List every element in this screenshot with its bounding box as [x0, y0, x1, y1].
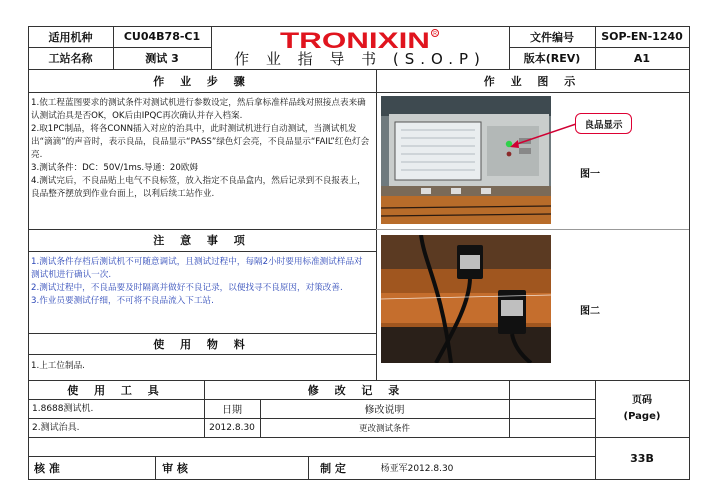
materials-heading: 使 用 物 料 [153, 337, 251, 351]
page-label [595, 380, 689, 437]
model-label: 适用机种 [48, 30, 93, 44]
doc-number-value: SOP-EN-1240 [601, 30, 683, 43]
notes-list [31, 256, 371, 308]
model-value: CU04B78-C1 [123, 30, 201, 43]
svg-text:R: R [433, 31, 437, 38]
notes-heading: 注 意 事 项 [153, 234, 251, 247]
revision-date: 2012.8.30 [209, 422, 255, 433]
note-item: 1.测试条件存档后测试机不可随意调试，且测试过程中，每隔2小时要用标准测试样品对测试机进行确认一次. [31, 257, 363, 280]
step-item: 1.依工程蓝图要求的测试条件对测试机进行参数设定，然后拿标准样品线对照接点表来确认测试治具是否OK，OK后由IPQC再次确认并存入档案. [31, 98, 366, 121]
station-value: 测试 3 [145, 52, 179, 65]
figure-1-label: 图一 [580, 168, 600, 180]
callout-arrow [500, 115, 580, 155]
revisions-heading: 修 改 记 录 [307, 383, 406, 397]
revision-desc: 更改测试条件 [358, 423, 410, 434]
figure-2-photo [381, 235, 551, 363]
document-title: 作 业 指 导 书 (S.O.P) [234, 50, 486, 68]
tools-heading: 使 用 工 具 [67, 383, 165, 397]
tool-item: 2.测试治具. [32, 423, 80, 433]
revision-label: 版本(REV) [523, 52, 581, 65]
page-label-cn: 页码 [632, 394, 652, 406]
doc-number-label: 文件编号 [530, 30, 574, 44]
materials-list [31, 360, 371, 373]
step-item: 4.测试完后，不良品贴上电气不良标签，放入指定不良品盒内，然后记录到不良报表上，良品整齐摆放到作业台面上，以利后续工站作业. [31, 176, 366, 199]
revision-value: A1 [633, 51, 651, 65]
steps-list [31, 97, 371, 201]
figure-2-label: 图二 [580, 305, 600, 317]
note-item: 3.作业员要测试仔细，不可将不良品流入下工站. [31, 296, 214, 306]
page-number: 33B [630, 451, 654, 465]
logo-text: TRONIXIN [280, 28, 430, 52]
material-item: 1.上工位制品. [31, 361, 85, 371]
note-item: 2.测试过程中，不良品要及时隔离并做好不良记录，以便找寻不良原因，对策改善. [31, 283, 343, 293]
figures-heading: 作 业 图 示 [483, 74, 582, 88]
prepare-label: 制 定 [320, 461, 346, 475]
approve-label: 核 准 [34, 461, 60, 475]
prepared-by: 杨亚军2012.8.30 [380, 464, 454, 474]
station-label: 工站名称 [48, 52, 93, 65]
step-item: 2.取1PC制品，将各CONN插入对应的治具中，此时测试机进行自动测试，当测试机发出“滴滴”的声音时，表示良品，良品显示“PASS”绿色灯会亮，不良品显示“FAIL”红色灯会亮. [31, 124, 370, 160]
page-label-en: (Page) [623, 410, 661, 422]
step-item: 3.测试条件：DC：50V/1ms.导通：20欧姆 [31, 163, 199, 173]
steps-heading: 作 业 步 骤 [153, 74, 251, 88]
pass-display-callout: 良品显示 [575, 113, 632, 134]
tool-item: 1.8688测试机. [32, 404, 94, 414]
review-label: 审 核 [162, 461, 188, 475]
revision-desc-header: 修改说明 [364, 405, 405, 416]
revision-date-header: 日期 [222, 405, 242, 416]
